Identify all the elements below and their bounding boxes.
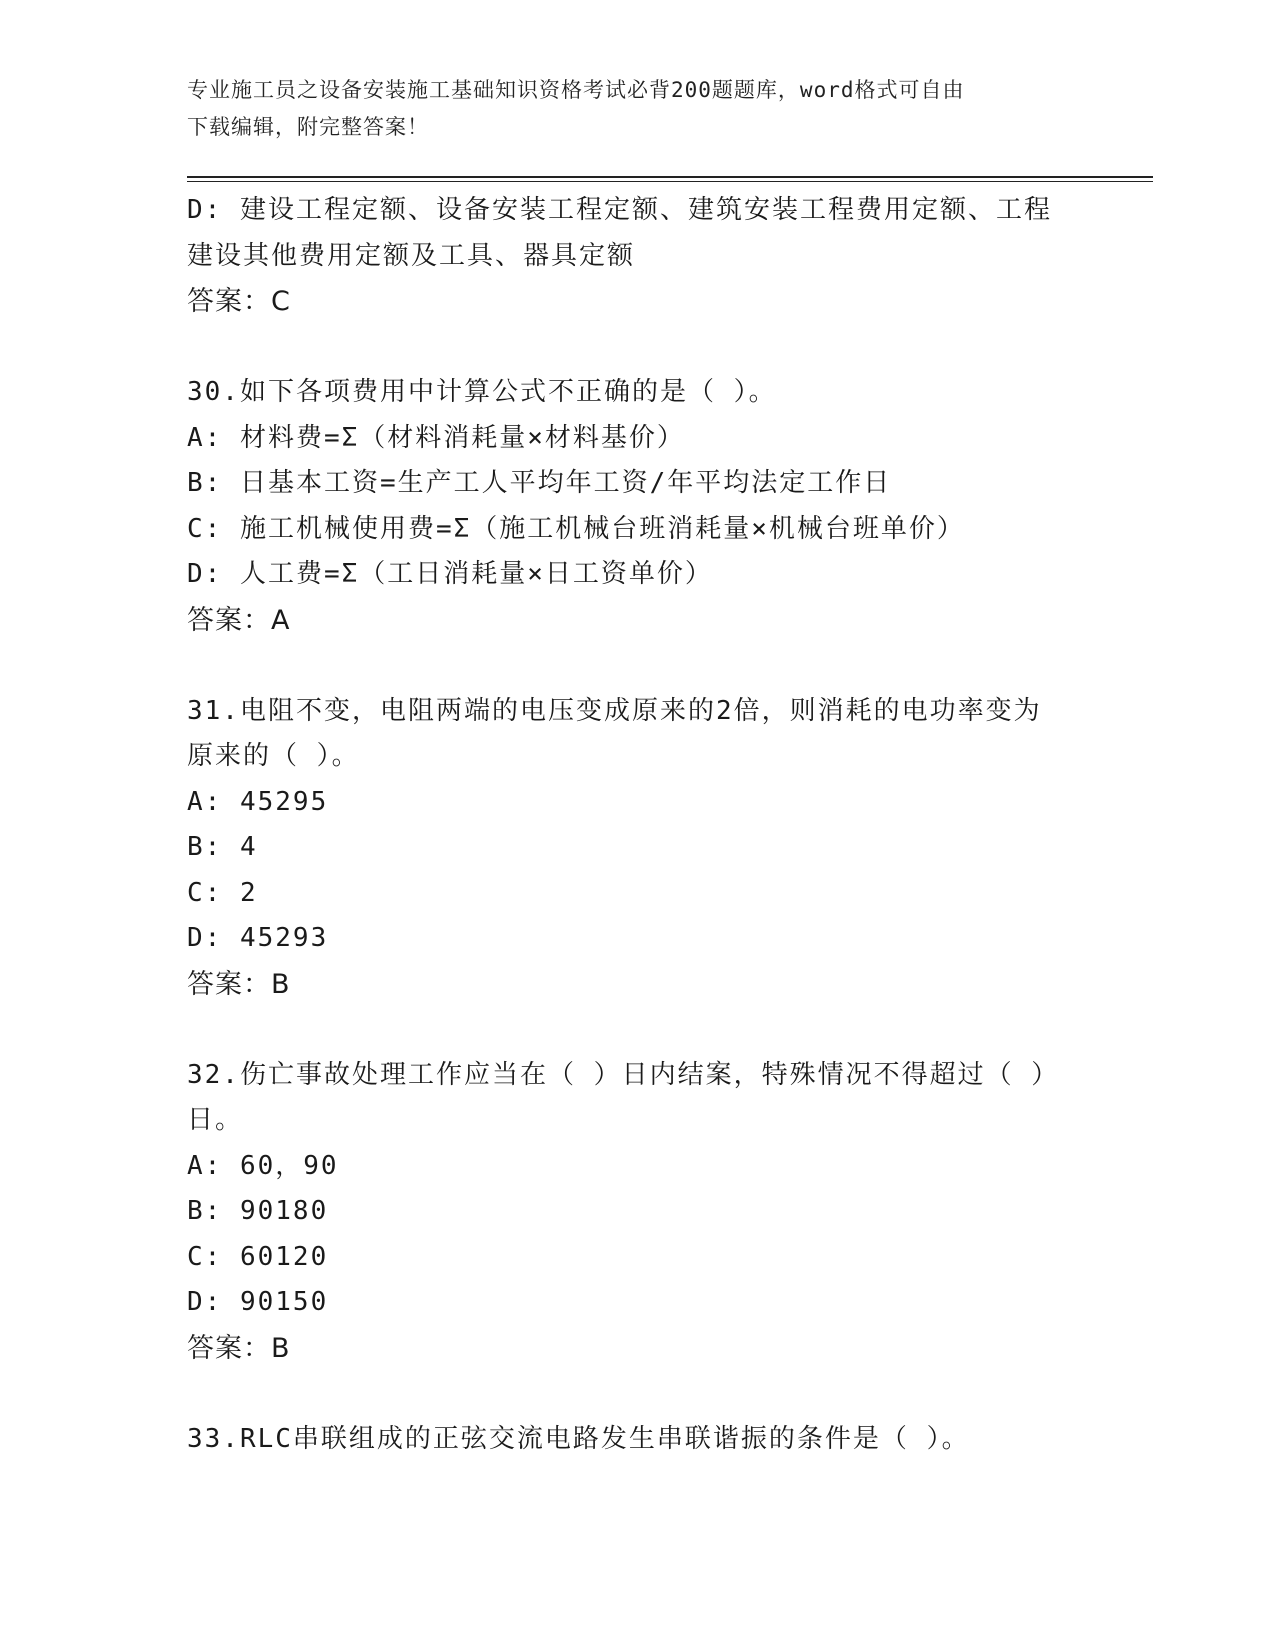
question-content [187, 188, 1087, 1462]
question-32 [187, 1053, 1087, 1372]
option-a: A: 45295 [187, 786, 329, 817]
option-b: B: 4 [187, 832, 258, 862]
header-title-line-2: 下载编辑，附完整答案！ [187, 115, 429, 139]
question-stem: 30.如下各项费用中计算公式不正确的是（ ）。 [187, 377, 777, 407]
option-a: A: 材料费=Σ（材料消耗量×材料基价） [187, 422, 685, 453]
prev-option-d-line-1: D: 建设工程定额、设备安装工程定额、建筑安装工程费用定额、工程 [187, 195, 1052, 225]
option-d: D: 45293 [187, 923, 329, 953]
spacer [187, 1371, 1087, 1417]
option-d: D: 人工费=Σ（工日消耗量×日工资单价） [187, 559, 713, 589]
spacer [187, 325, 1087, 371]
question-30 [187, 370, 1087, 643]
document-header [187, 72, 1087, 146]
spacer [187, 643, 1087, 689]
prev-option-d-line-2: 建设其他费用定额及工具、器具定额 [187, 240, 636, 271]
prev-answer: 答案：C [187, 286, 291, 317]
question-stem-continued: 日。 [187, 1105, 244, 1135]
answer: 答案：B [187, 968, 291, 1000]
answer: 答案：B [187, 1332, 291, 1364]
question-stem-continued: 原来的（ ）。 [187, 741, 360, 771]
spacer [187, 1007, 1087, 1053]
option-d: D: 90150 [187, 1287, 329, 1317]
question-stem: 32.伤亡事故处理工作应当在（ ）日内结案，特殊情况不得超过（ ） [187, 1059, 1060, 1090]
header-divider-thick [187, 176, 1153, 178]
option-a: A: 60，90 [187, 1150, 339, 1181]
option-b: B: 90180 [187, 1196, 329, 1226]
question-31 [187, 689, 1087, 1008]
question-stem: 31.电阻不变，电阻两端的电压变成原来的2倍，则消耗的电功率变为 [187, 695, 1042, 726]
option-c: C: 2 [187, 877, 258, 908]
option-c: C: 施工机械使用费=Σ（施工机械台班消耗量×机械台班单价） [187, 513, 965, 544]
header-title-line-1: 专业施工员之设备安装施工基础知识资格考试必背200题题库，word格式可自由 [187, 78, 965, 102]
answer: 答案：A [187, 604, 291, 636]
question-33 [187, 1417, 1087, 1463]
question-stem: 33.RLC串联组成的正弦交流电路发生串联谐振的条件是（ ）。 [187, 1423, 970, 1454]
option-b: B: 日基本工资=生产工人平均年工资/年平均法定工作日 [187, 468, 892, 498]
header-divider-thin [187, 181, 1153, 182]
option-c: C: 60120 [187, 1241, 329, 1272]
